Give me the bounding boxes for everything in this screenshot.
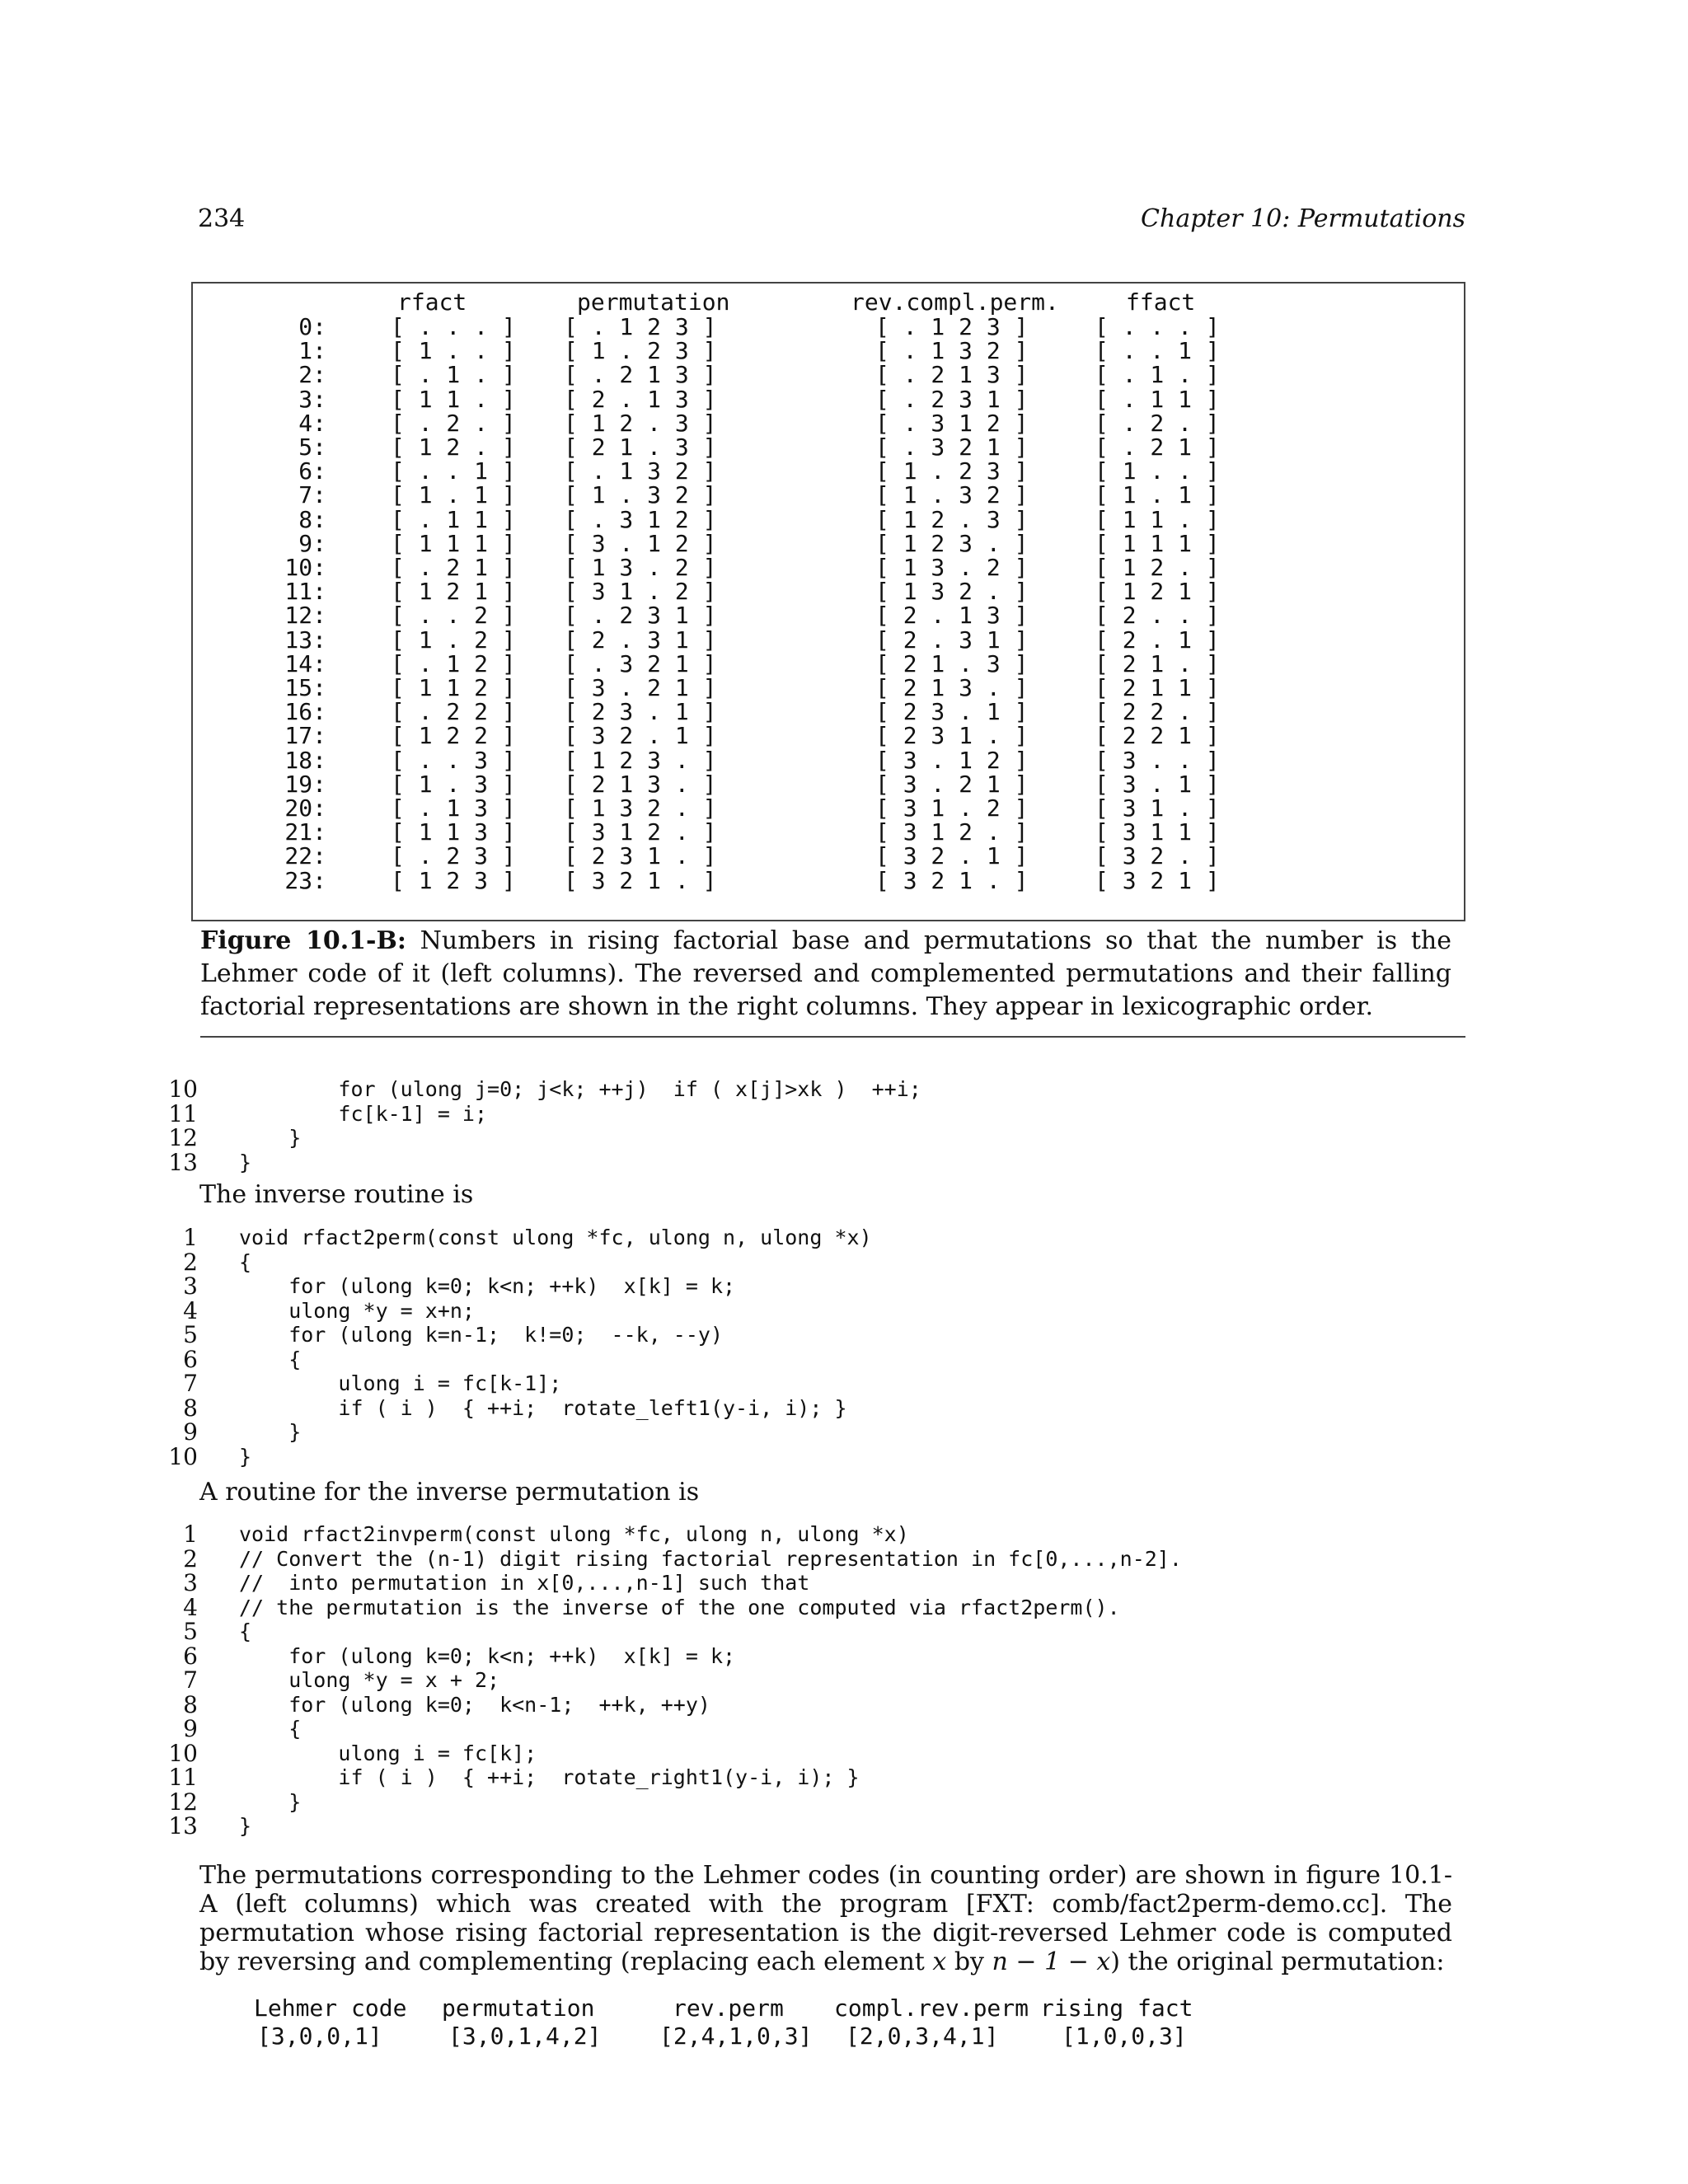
- code-text: for (ulong k=0; k<n; ++k) x[k] = k;: [239, 1274, 736, 1298]
- permutation-cell: [ 1 2 3 . ]: [564, 746, 717, 774]
- permutation-cell: [ 1 3 . 2 ]: [564, 554, 717, 581]
- line-number: 12: [168, 1124, 198, 1151]
- row-index: 19:: [284, 770, 326, 798]
- row-index: 10:: [284, 554, 326, 581]
- ffact-cell: [ . . . ]: [1095, 313, 1220, 340]
- rfact-cell: [ . 2 2 ]: [391, 698, 516, 726]
- code-text: ulong *y = x+n;: [239, 1298, 475, 1323]
- rev-compl-perm-cell: [ 3 1 . 2 ]: [875, 794, 1029, 822]
- paragraph-text-2: by: [946, 1947, 992, 1976]
- math-formula: n − 1 − x: [992, 1947, 1111, 1976]
- rfact-cell: [ 1 2 . ]: [391, 434, 516, 461]
- rev-compl-perm-cell: [ . 3 2 1 ]: [875, 434, 1029, 461]
- rfact-cell: [ . . . ]: [391, 313, 516, 340]
- rfact-cell: [ . 1 2 ]: [391, 649, 516, 677]
- line-number: 9: [183, 1418, 198, 1446]
- body-paragraph: [199, 1861, 1452, 1976]
- permutation-cell: [ 1 . 2 3 ]: [564, 337, 717, 365]
- code-text: {: [239, 1347, 302, 1371]
- row-index: 12:: [284, 602, 326, 630]
- line-number: 3: [183, 1569, 198, 1596]
- row-index: 4:: [298, 409, 326, 437]
- row-index: 1:: [298, 337, 326, 365]
- lehmer-header-permutation: permutation: [442, 1994, 595, 2022]
- line-number: 2: [183, 1248, 198, 1276]
- ffact-cell: [ 1 2 . ]: [1095, 554, 1220, 581]
- line-number: 13: [168, 1148, 198, 1176]
- ffact-cell: [ 2 . . ]: [1095, 602, 1220, 630]
- rev-compl-perm-cell: [ 1 3 . 2 ]: [875, 554, 1029, 581]
- rev-compl-perm-cell: [ . 1 3 2 ]: [875, 337, 1029, 365]
- row-index: 8:: [298, 505, 326, 533]
- lehmer-header-rising-fact: rising fact: [1040, 1994, 1193, 2022]
- lehmer-value-rev-perm: [2,4,1,0,3]: [659, 2022, 813, 2050]
- row-index: 22:: [284, 842, 326, 870]
- code-text: }: [239, 1420, 302, 1444]
- ffact-cell: [ 2 2 1 ]: [1095, 722, 1220, 750]
- permutation-cell: [ . 2 3 1 ]: [564, 602, 717, 630]
- line-number: 6: [183, 1345, 198, 1373]
- permutation-cell: [ . 3 1 2 ]: [564, 505, 717, 533]
- code-text: ulong i = fc[k-1];: [239, 1371, 562, 1395]
- line-number: 10: [168, 1442, 198, 1470]
- ffact-cell: [ 1 1 1 ]: [1095, 529, 1220, 557]
- ffact-cell: [ 3 . 1 ]: [1095, 770, 1220, 798]
- column-header-ffact: ffact: [1126, 288, 1196, 316]
- permutation-cell: [ . 1 2 3 ]: [564, 313, 717, 340]
- code-text: ulong i = fc[k];: [239, 1741, 537, 1765]
- ffact-cell: [ 3 1 . ]: [1095, 794, 1220, 822]
- line-number: 4: [183, 1593, 198, 1621]
- rfact-cell: [ . . 1 ]: [391, 457, 516, 485]
- rfact-cell: [ 1 2 3 ]: [391, 866, 516, 894]
- ffact-cell: [ 1 . . ]: [1095, 457, 1220, 485]
- ffact-cell: [ 1 2 1 ]: [1095, 578, 1220, 606]
- code-text: for (ulong k=0; k<n; ++k) x[k] = k;: [239, 1643, 736, 1668]
- line-number: 12: [168, 1788, 198, 1816]
- code-text: }: [239, 1150, 252, 1174]
- text-inverse-routine: The inverse routine is: [199, 1180, 474, 1209]
- code-text: }: [239, 1126, 302, 1150]
- rfact-cell: [ 1 . 3 ]: [391, 770, 516, 798]
- row-index: 13:: [284, 626, 326, 654]
- permutation-cell: [ 1 3 2 . ]: [564, 794, 717, 822]
- line-number: 7: [183, 1666, 198, 1694]
- line-number: 11: [168, 1764, 198, 1791]
- rev-compl-perm-cell: [ 1 . 3 2 ]: [875, 481, 1029, 509]
- chapter-title: Chapter 10: Permutations: [1141, 204, 1465, 233]
- ffact-cell: [ . 1 . ]: [1095, 361, 1220, 389]
- rev-compl-perm-cell: [ 1 2 3 . ]: [875, 529, 1029, 557]
- permutation-cell: [ 3 . 2 1 ]: [564, 674, 717, 701]
- line-number: 4: [183, 1296, 198, 1324]
- rev-compl-perm-cell: [ . 3 1 2 ]: [875, 409, 1029, 437]
- row-index: 11:: [284, 578, 326, 606]
- code-text: // Convert the (n-1) digit rising factorial representation in fc[0,...,n-2].: [239, 1546, 1182, 1571]
- rfact-cell: [ 1 1 3 ]: [391, 818, 516, 846]
- rev-compl-perm-cell: [ . 2 1 3 ]: [875, 361, 1029, 389]
- line-number: 13: [168, 1812, 198, 1840]
- ffact-cell: [ . . 1 ]: [1095, 337, 1220, 365]
- line-number: 1: [183, 1521, 198, 1548]
- line-number: 7: [183, 1370, 198, 1397]
- permutation-cell: [ 2 1 3 . ]: [564, 770, 717, 798]
- permutation-cell: [ 3 1 . 2 ]: [564, 578, 717, 606]
- rfact-cell: [ . 1 1 ]: [391, 505, 516, 533]
- code-text: {: [239, 1249, 252, 1274]
- rev-compl-perm-cell: [ 1 2 . 3 ]: [875, 505, 1029, 533]
- math-variable-x: x: [932, 1947, 947, 1976]
- ffact-cell: [ 1 . 1 ]: [1095, 481, 1220, 509]
- caption-label: Figure 10.1-B:: [200, 926, 406, 955]
- rfact-cell: [ 1 2 1 ]: [391, 578, 516, 606]
- line-number: 3: [183, 1272, 198, 1300]
- permutation-cell: [ 2 . 1 3 ]: [564, 385, 717, 413]
- rev-compl-perm-cell: [ . 1 2 3 ]: [875, 313, 1029, 340]
- row-index: 23:: [284, 866, 326, 894]
- paragraph-text-1: The permutations corresponding to the Lehmer codes (in counting order) are shown in figure 10.1-A (left columns) which was created with the program [FXT: comb/fact2perm-demo.cc]. The permutation whose rising factorial representation is the digit-reversed Lehmer code is computed by reversing and complementing (replacing each element: [199, 1861, 1452, 1976]
- permutation-cell: [ 3 2 . 1 ]: [564, 722, 717, 750]
- code-text: if ( i ) { ++i; rotate_left1(y-i, i); }: [239, 1395, 847, 1420]
- column-header-rfact: rfact: [397, 288, 467, 316]
- permutation-cell: [ . 1 3 2 ]: [564, 457, 717, 485]
- permutation-cell: [ 3 2 1 . ]: [564, 866, 717, 894]
- code-text: // the permutation is the inverse of the one computed via rfact2perm().: [239, 1595, 1120, 1619]
- ffact-cell: [ . 2 . ]: [1095, 409, 1220, 437]
- row-index: 16:: [284, 698, 326, 726]
- ffact-cell: [ 2 1 1 ]: [1095, 674, 1220, 701]
- rev-compl-perm-cell: [ 2 . 3 1 ]: [875, 626, 1029, 654]
- code-text: }: [239, 1789, 302, 1814]
- page-number: 234: [198, 204, 246, 233]
- lehmer-value-compl-rev-perm: [2,0,3,4,1]: [846, 2022, 999, 2050]
- permutation-cell: [ 3 . 1 2 ]: [564, 529, 717, 557]
- line-number: 5: [183, 1321, 198, 1348]
- code-text: }: [239, 1814, 252, 1838]
- ffact-cell: [ 2 . 1 ]: [1095, 626, 1220, 654]
- code-text: for (ulong k=n-1; k!=0; --k, --y): [239, 1323, 723, 1347]
- row-index: 14:: [284, 649, 326, 677]
- rev-compl-perm-cell: [ 3 2 . 1 ]: [875, 842, 1029, 870]
- rfact-cell: [ 1 1 . ]: [391, 385, 516, 413]
- rfact-cell: [ 1 2 2 ]: [391, 722, 516, 750]
- rfact-cell: [ . 2 . ]: [391, 409, 516, 437]
- line-number: 1: [183, 1224, 198, 1251]
- row-index: 15:: [284, 674, 326, 701]
- rfact-cell: [ 1 1 1 ]: [391, 529, 516, 557]
- code-text: void rfact2perm(const ulong *fc, ulong n, ulong *x): [239, 1226, 872, 1249]
- rev-compl-perm-cell: [ 2 3 1 . ]: [875, 722, 1029, 750]
- line-number: 10: [168, 1739, 198, 1767]
- row-index: 21:: [284, 818, 326, 846]
- rev-compl-perm-cell: [ 2 1 3 . ]: [875, 674, 1029, 701]
- rev-compl-perm-cell: [ 2 3 . 1 ]: [875, 698, 1029, 726]
- permutation-cell: [ 2 3 1 . ]: [564, 842, 717, 870]
- line-number: 8: [183, 1394, 198, 1422]
- line-number: 9: [183, 1715, 198, 1742]
- lehmer-value-permutation: [3,0,1,4,2]: [448, 2022, 602, 2050]
- row-index: 0:: [298, 313, 326, 340]
- rfact-cell: [ . . 2 ]: [391, 602, 516, 630]
- ffact-cell: [ 3 . . ]: [1095, 746, 1220, 774]
- code-text: void rfact2invperm(const ulong *fc, ulong n, ulong *x): [239, 1522, 909, 1546]
- code-text: fc[k-1] = i;: [239, 1101, 488, 1126]
- ffact-cell: [ . 2 1 ]: [1095, 434, 1220, 461]
- ffact-cell: [ 2 2 . ]: [1095, 698, 1220, 726]
- ffact-cell: [ 3 2 . ]: [1095, 842, 1220, 870]
- rfact-cell: [ 1 . . ]: [391, 337, 516, 365]
- line-number: 2: [183, 1544, 198, 1572]
- rfact-cell: [ . 1 . ]: [391, 361, 516, 389]
- rev-compl-perm-cell: [ 1 . 2 3 ]: [875, 457, 1029, 485]
- figure-caption: [200, 925, 1451, 1024]
- paragraph-text-3: ) the original permutation:: [1110, 1947, 1445, 1976]
- code-text: // into permutation in x[0,...,n-1] such that: [239, 1571, 810, 1595]
- lehmer-value-rising-fact: [1,0,0,3]: [1062, 2022, 1187, 2050]
- rfact-cell: [ 1 . 2 ]: [391, 626, 516, 654]
- row-index: 17:: [284, 722, 326, 750]
- row-index: 3:: [298, 385, 326, 413]
- text-inverse-permutation: A routine for the inverse permutation is: [199, 1478, 700, 1507]
- lehmer-header-lehmer-code: Lehmer code: [254, 1994, 407, 2022]
- rev-compl-perm-cell: [ 2 . 1 3 ]: [875, 602, 1029, 630]
- rev-compl-perm-cell: [ 2 1 . 3 ]: [875, 649, 1029, 677]
- rev-compl-perm-cell: [ 3 . 1 2 ]: [875, 746, 1029, 774]
- rev-compl-perm-cell: [ . 2 3 1 ]: [875, 385, 1029, 413]
- rfact-cell: [ . . 3 ]: [391, 746, 516, 774]
- caption-text: Numbers in rising factorial base and permutations so that the number is the Lehmer code of it (left columns). The reversed and complemented permutations and their falling factorial representations are shown in the right columns. They appear in lexicographic order.: [200, 926, 1451, 1021]
- ffact-cell: [ 3 1 1 ]: [1095, 818, 1220, 846]
- line-number: 8: [183, 1690, 198, 1718]
- permutation-cell: [ . 3 2 1 ]: [564, 649, 717, 677]
- code-text: {: [239, 1717, 302, 1741]
- rfact-cell: [ 1 . 1 ]: [391, 481, 516, 509]
- rfact-cell: [ 1 1 2 ]: [391, 674, 516, 701]
- row-index: 18:: [284, 746, 326, 774]
- row-index: 7:: [298, 481, 326, 509]
- column-header-permutation: permutation: [577, 288, 730, 316]
- line-number: 11: [168, 1099, 198, 1127]
- figure-10-1-b: [191, 282, 1465, 921]
- column-header-rev-compl-perm: rev.compl.perm.: [851, 288, 1059, 316]
- permutation-cell: [ 1 . 3 2 ]: [564, 481, 717, 509]
- ffact-cell: [ 3 2 1 ]: [1095, 866, 1220, 894]
- rfact-cell: [ . 2 1 ]: [391, 554, 516, 581]
- row-index: 2:: [298, 361, 326, 389]
- rev-compl-perm-cell: [ 3 2 1 . ]: [875, 866, 1029, 894]
- permutation-cell: [ . 2 1 3 ]: [564, 361, 717, 389]
- line-number: 10: [168, 1076, 198, 1103]
- line-number: 6: [183, 1642, 198, 1670]
- row-index: 5:: [298, 434, 326, 461]
- code-text: for (ulong k=0; k<n-1; ++k, ++y): [239, 1692, 710, 1717]
- row-index: 6:: [298, 457, 326, 485]
- permutation-cell: [ 1 2 . 3 ]: [564, 409, 717, 437]
- code-text: }: [239, 1444, 252, 1469]
- permutation-cell: [ 2 1 . 3 ]: [564, 434, 717, 461]
- lehmer-header-compl-rev-perm: compl.rev.perm: [834, 1994, 1029, 2022]
- rev-compl-perm-cell: [ 3 . 2 1 ]: [875, 770, 1029, 798]
- permutation-cell: [ 3 1 2 . ]: [564, 818, 717, 846]
- line-number: 5: [183, 1618, 198, 1645]
- rev-compl-perm-cell: [ 3 1 2 . ]: [875, 818, 1029, 846]
- row-index: 9:: [298, 529, 326, 557]
- permutation-cell: [ 2 . 3 1 ]: [564, 626, 717, 654]
- ffact-cell: [ . 1 1 ]: [1095, 385, 1220, 413]
- caption-divider: [200, 1036, 1465, 1038]
- code-text: if ( i ) { ++i; rotate_right1(y-i, i); }: [239, 1765, 860, 1789]
- code-text: {: [239, 1619, 252, 1643]
- code-text: for (ulong j=0; j<k; ++j) if ( x[j]>xk ) ++i;: [239, 1077, 921, 1101]
- rfact-cell: [ . 1 3 ]: [391, 794, 516, 822]
- lehmer-header-rev-perm: rev.perm: [673, 1994, 784, 2022]
- code-text: ulong *y = x + 2;: [239, 1668, 500, 1692]
- rfact-cell: [ . 2 3 ]: [391, 842, 516, 870]
- row-index: 20:: [284, 794, 326, 822]
- ffact-cell: [ 1 1 . ]: [1095, 505, 1220, 533]
- rev-compl-perm-cell: [ 1 3 2 . ]: [875, 578, 1029, 606]
- lehmer-value-lehmer-code: [3,0,0,1]: [257, 2022, 382, 2050]
- permutation-cell: [ 2 3 . 1 ]: [564, 698, 717, 726]
- ffact-cell: [ 2 1 . ]: [1095, 649, 1220, 677]
